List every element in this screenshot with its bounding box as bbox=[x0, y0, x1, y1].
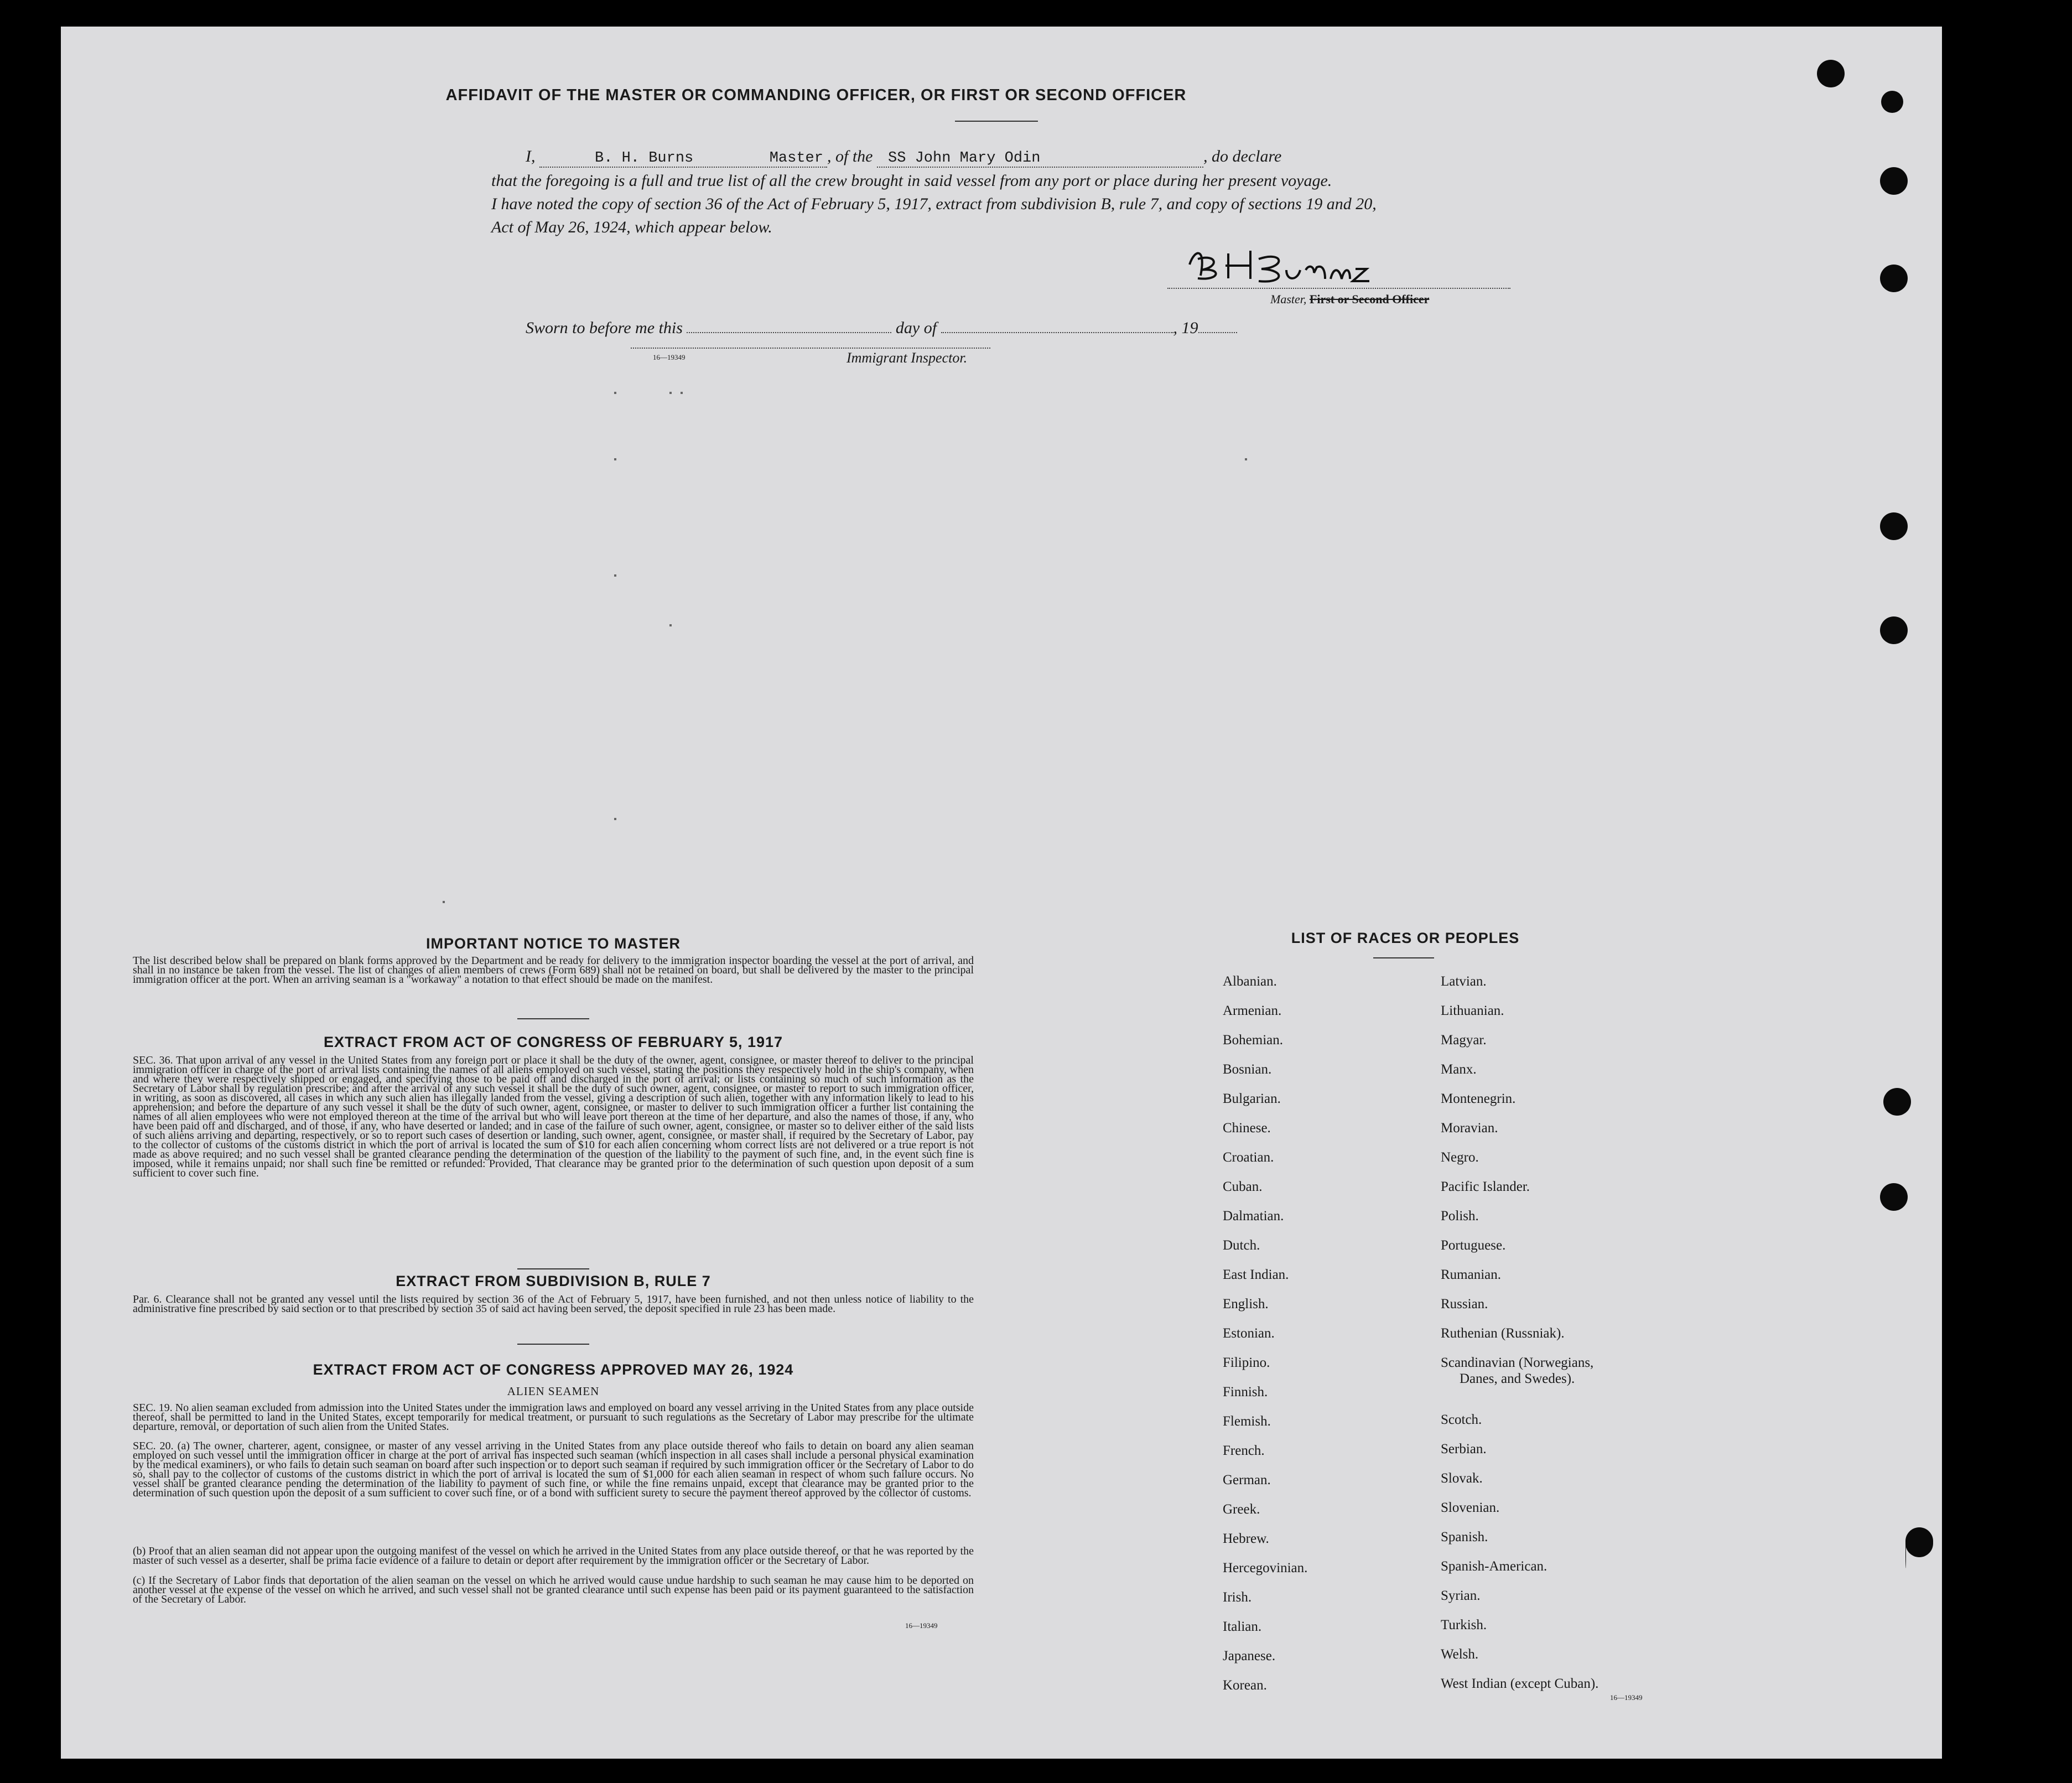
race-item-right: Spanish. bbox=[1441, 1530, 1488, 1545]
race-item-left: Chinese. bbox=[1223, 1121, 1271, 1136]
faint-mark bbox=[681, 392, 683, 394]
race-item-right: Syrian. bbox=[1441, 1588, 1481, 1604]
race-item-right: Negro. bbox=[1441, 1150, 1479, 1165]
race-item-left: Estonian. bbox=[1223, 1326, 1275, 1341]
race-item-left: Finnish. bbox=[1223, 1385, 1268, 1400]
sworn-line bbox=[526, 319, 1237, 338]
race-item-right: Turkish. bbox=[1441, 1618, 1487, 1633]
race-item-left: Bulgarian. bbox=[1223, 1091, 1281, 1106]
faint-mark bbox=[443, 901, 445, 903]
of-the-label: , of the bbox=[827, 147, 873, 165]
title-rule bbox=[955, 121, 1038, 122]
punch-hole bbox=[1817, 60, 1845, 87]
race-item-left: Bohemian. bbox=[1223, 1033, 1284, 1048]
alien-seamen-subtitle: ALIEN SEAMEN bbox=[507, 1385, 600, 1398]
document-page bbox=[61, 27, 1942, 1759]
sworn-day-field bbox=[687, 332, 891, 333]
races-title: LIST OF RACES OR PEOPLES bbox=[1291, 930, 1520, 946]
race-item-right: Scotch. bbox=[1441, 1412, 1482, 1428]
declaration-line-2: that the foregoing is a full and true list of all the crew brought in said vessel from any port or place during her present voyage. bbox=[491, 172, 1332, 190]
master-name: B. H. Burns bbox=[595, 150, 694, 167]
notice-title: IMPORTANT NOTICE TO MASTER bbox=[426, 935, 681, 952]
race-item-left: Dutch. bbox=[1223, 1238, 1260, 1253]
inspector-label: Immigrant Inspector. bbox=[847, 350, 968, 366]
race-item-left: Greek. bbox=[1223, 1502, 1260, 1517]
sworn-month-field bbox=[941, 332, 1173, 333]
race-item-left: Korean. bbox=[1223, 1678, 1267, 1693]
struck-officer-label: First or Second Officer bbox=[1309, 292, 1430, 306]
race-item-left: Italian. bbox=[1223, 1619, 1262, 1634]
extract-1917-title: EXTRACT FROM ACT OF CONGRESS OF FEBRUARY 5, 1917 bbox=[323, 1034, 783, 1050]
punch-hole bbox=[1880, 1183, 1908, 1211]
race-item-right: Montenegrin. bbox=[1441, 1091, 1516, 1106]
signature bbox=[1167, 242, 1510, 292]
punch-hole bbox=[1880, 512, 1908, 540]
punch-hole bbox=[1880, 616, 1908, 644]
declaration-line-1 bbox=[526, 147, 1281, 168]
affidavit-title: AFFIDAVIT OF THE MASTER OR COMMANDING OFFICER, OR FIRST OR SECOND OFFICER bbox=[445, 86, 1187, 104]
race-item-right: Pacific Islander. bbox=[1441, 1179, 1530, 1194]
race-item-right: Portuguese. bbox=[1441, 1238, 1506, 1253]
race-item-right: Welsh. bbox=[1441, 1647, 1479, 1662]
race-item-right: Serbian. bbox=[1441, 1442, 1487, 1457]
race-item-left: Irish. bbox=[1223, 1590, 1252, 1605]
race-item-left: German. bbox=[1223, 1473, 1271, 1487]
extract-1924-sec19: SEC. 19. No alien seaman excluded from admission into the United States under the immigration laws and employed on board any vessel arriving in the United States from any place outside thereof, shall be permitted to land in the United States, except temporarily for medical treatment, or pursuant to such regulations as the Secretary of Labor may prescribe for the ultimate departure, removal, or deportation of such alien from the United States. bbox=[133, 1402, 974, 1433]
faint-mark bbox=[614, 574, 616, 577]
faint-mark bbox=[669, 392, 672, 394]
year-field bbox=[1198, 332, 1237, 333]
race-item-right: Spanish-American. bbox=[1441, 1559, 1547, 1574]
race-item-right: Rumanian. bbox=[1441, 1267, 1502, 1282]
sworn-label: Sworn to before me this bbox=[526, 319, 683, 337]
vessel-name: SS John Mary Odin bbox=[888, 150, 1041, 167]
race-item-right: Slovak. bbox=[1441, 1471, 1483, 1486]
extract-1924-sec20: SEC. 20. (a) The owner, charterer, agent, consignee, or master of any vessel arriving in the United States from any place outside thereof who fails to detain on board any alien seaman employed on such vessel until the immigration officer in charge at the port of arrival has inspected such seaman (which inspection in all cases shall include a personal physical examination by the medical examiners), or who fails to detain such seaman on board after such inspection or to deport such seaman if required by such immigration officer or the Secretary of Labor to do so, shall pay to the collector of customs of the customs district in which the port of arrival is located the sum of $1,000 for each alien seaman in respect of whom such failure occurs. No vessel shall be granted clearance pending the determination of the liability to payment of such fine, or while the fine remains unpaid, except that clearance may be granted prior to the determination of such question upon the deposit of a sum sufficient to cover such fine, or of a bond with sufficient surety to secure the payment thereof approved by the collector of customs. bbox=[133, 1440, 974, 1499]
race-item-right: Slovenian. bbox=[1441, 1500, 1500, 1516]
master-rank: Master bbox=[769, 150, 823, 167]
divider bbox=[517, 1344, 589, 1345]
extract-1917-text: SEC. 36. That upon arrival of any vessel in the United States from any foreign port or place it shall be the duty of the owner, agent, consignee, or master thereof to deliver to the principal immigration officer in charge of the port of arrival lists containing the names of all aliens employed on such vessel, stating the positions they respectively hold in the ship's company, when and where they were respectively shipped or engaged, and specifying those to be paid off and discharged in the port of arrival; or lists containing so much of such information as the Secretary of Labor shall by regulation prescribe; and after the arrival of any such vessel it shall be the duty of such owner, agent, consignee, or master to report to such immigration officer, in writing, as soon as discovered, all cases in which any such alien has illegally landed from the vessel, giving a description of such alien, together with any information likely to lead to his apprehension; and before the departure of any such vessel it shall be the duty of such owner, agent, consignee, or master to deliver to such immigration officer a further list containing the names of all alien employees who were not employed thereon at the time of the arrival but who will leave port thereon at the time of her departure, and also the names of those, if any, who have been paid off and discharged, and of those, if any, who have deserted or landed; and in case of the failure of such owner, agent, consignee, or master so to deliver either of the said lists of such aliens arriving and departing, respectively, or so to report such cases of desertion or landing, such owner, agent, consignee, or master shall, if required by the Secretary of Labor, pay to the collector of customs of the customs district in which the port of arrival is located the sum of $10 for each alien concerning whom correct lists are not delivered or a true report is not made as above required; and no such vessel shall be granted clearance pending the determination of the question of the liability to the payment of such fine, and, in the event such fine is imposed, while it remains unpaid; nor shall such fine be remitted or refunded: Provided, That clearance may be granted prior to the determination of such question upon deposit of a sum sufficient to cover such fine. bbox=[133, 1054, 974, 1179]
form-number-top: 16—19349 bbox=[653, 353, 686, 361]
subdivision-title: EXTRACT FROM SUBDIVISION B, RULE 7 bbox=[396, 1273, 711, 1289]
race-item-left: Filipino. bbox=[1223, 1355, 1270, 1370]
year-label: , 19 bbox=[1173, 319, 1198, 337]
punch-hole bbox=[1883, 1088, 1911, 1116]
extract-1924-secc: (c) If the Secretary of Labor finds that deportation of the alien seaman on the vessel on which he arrived would cause undue hardship to such seaman he may cause him to be deported on another vessel at the expense of the vessel on which he arrived, and such vessel shall not be granted clearance until such expense has been paid or its payment guaranteed to the satisfaction of the Secretary of Labor. bbox=[133, 1574, 974, 1605]
faint-mark bbox=[669, 624, 672, 626]
extract-1924-title: EXTRACT FROM ACT OF CONGRESS APPROVED MAY 26, 1924 bbox=[313, 1361, 794, 1378]
do-declare-label: , do declare bbox=[1203, 147, 1282, 165]
race-item-left: Armenian. bbox=[1223, 1003, 1282, 1018]
punch-hole bbox=[1880, 167, 1908, 195]
punch-hole bbox=[1880, 265, 1908, 292]
race-item-left: Hebrew. bbox=[1223, 1531, 1269, 1546]
form-number-bottom-right: 16—19349 bbox=[1610, 1693, 1643, 1702]
race-item-left: Cuban. bbox=[1223, 1179, 1263, 1194]
form-number-bottom-left: 16—19349 bbox=[905, 1621, 938, 1630]
race-item-right: Danes, and Swedes). bbox=[1460, 1371, 1575, 1387]
faint-mark bbox=[614, 458, 616, 460]
race-item-left: Japanese. bbox=[1223, 1649, 1276, 1663]
race-item-right: Moravian. bbox=[1441, 1121, 1498, 1136]
subdivision-text: Par. 6. Clearance shall not be granted any vessel until the lists required by section 36 of the Act of February 5, 1917, have been furnished, and not then unless notice of liability to the administrative fine prescribed by said section or to that prescribed by section 35 of said act having been served, the deposit specified in rule 23 has been made. bbox=[133, 1293, 974, 1315]
race-item-right: Scandinavian (Norwegians, bbox=[1441, 1355, 1594, 1370]
i-label: I, bbox=[526, 147, 536, 165]
race-item-right: Russian. bbox=[1441, 1297, 1488, 1312]
signature-line bbox=[1167, 288, 1510, 289]
punch-hole bbox=[1881, 91, 1903, 113]
master-label: Master, bbox=[1270, 292, 1307, 306]
declaration-line-4: Act of May 26, 1924, which appear below. bbox=[491, 218, 772, 236]
race-item-left: Dalmatian. bbox=[1223, 1209, 1284, 1224]
race-item-left: Bosnian. bbox=[1223, 1062, 1272, 1077]
name-field bbox=[539, 147, 827, 168]
extract-1924-secb: (b) Proof that an alien seaman did not appear upon the outgoing manifest of the vessel on which he arrived in the United States from any place outside thereof, or that he was reported by the master of such vessel as a deserter, shall be prima facie evidence of a failure to detain or deport after requirement by the immigration officer or the Secretary of Labor. bbox=[133, 1545, 974, 1567]
race-item-right: Latvian. bbox=[1441, 974, 1487, 989]
divider bbox=[517, 1018, 589, 1019]
race-item-left: French. bbox=[1223, 1443, 1265, 1458]
faint-mark bbox=[614, 818, 616, 820]
race-item-right: Polish. bbox=[1441, 1209, 1479, 1224]
day-of-label: day of bbox=[895, 319, 937, 337]
signature-scribble-icon bbox=[1167, 242, 1510, 292]
race-item-right: Ruthenian (Russniak). bbox=[1441, 1326, 1565, 1341]
divider bbox=[517, 1268, 589, 1269]
race-item-left: Flemish. bbox=[1223, 1414, 1271, 1429]
race-item-left: Croatian. bbox=[1223, 1150, 1274, 1165]
races-rule bbox=[1373, 957, 1434, 958]
race-item-right: Magyar. bbox=[1441, 1033, 1487, 1048]
race-item-left: English. bbox=[1223, 1297, 1269, 1312]
inspector-line bbox=[631, 348, 990, 349]
race-item-right: Lithuanian. bbox=[1441, 1003, 1504, 1018]
notice-text: The list described below shall be prepared on blank forms approved by the Department and be ready for delivery to the immigration inspector boarding the vessel at the port of arrival, and shall in no instance be taken from the vessel. The list of changes of alien members of crews (Form 689) shall not be retained on board, but shall be delivered by the master to the principal immigration officer at the port. When an arriving seaman is a "workaway" a notation to that effect should be made on the manifest. bbox=[133, 955, 974, 986]
race-item-left: East Indian. bbox=[1223, 1267, 1289, 1282]
race-item-left: Albanian. bbox=[1223, 974, 1277, 989]
race-item-left: Hercegovinian. bbox=[1223, 1561, 1308, 1575]
faint-mark bbox=[614, 392, 616, 394]
declaration-line-3: I have noted the copy of section 36 of the Act of February 5, 1917, extract from subdivision B, rule 7, and copy of sections 19 and 20, bbox=[491, 195, 1377, 213]
vessel-field bbox=[877, 147, 1203, 168]
race-item-right: West Indian (except Cuban). bbox=[1441, 1676, 1599, 1692]
faint-mark bbox=[1245, 458, 1247, 460]
race-item-right: Manx. bbox=[1441, 1062, 1477, 1077]
punch-hole bbox=[1905, 1530, 1933, 1557]
signer-title bbox=[1270, 292, 1429, 307]
